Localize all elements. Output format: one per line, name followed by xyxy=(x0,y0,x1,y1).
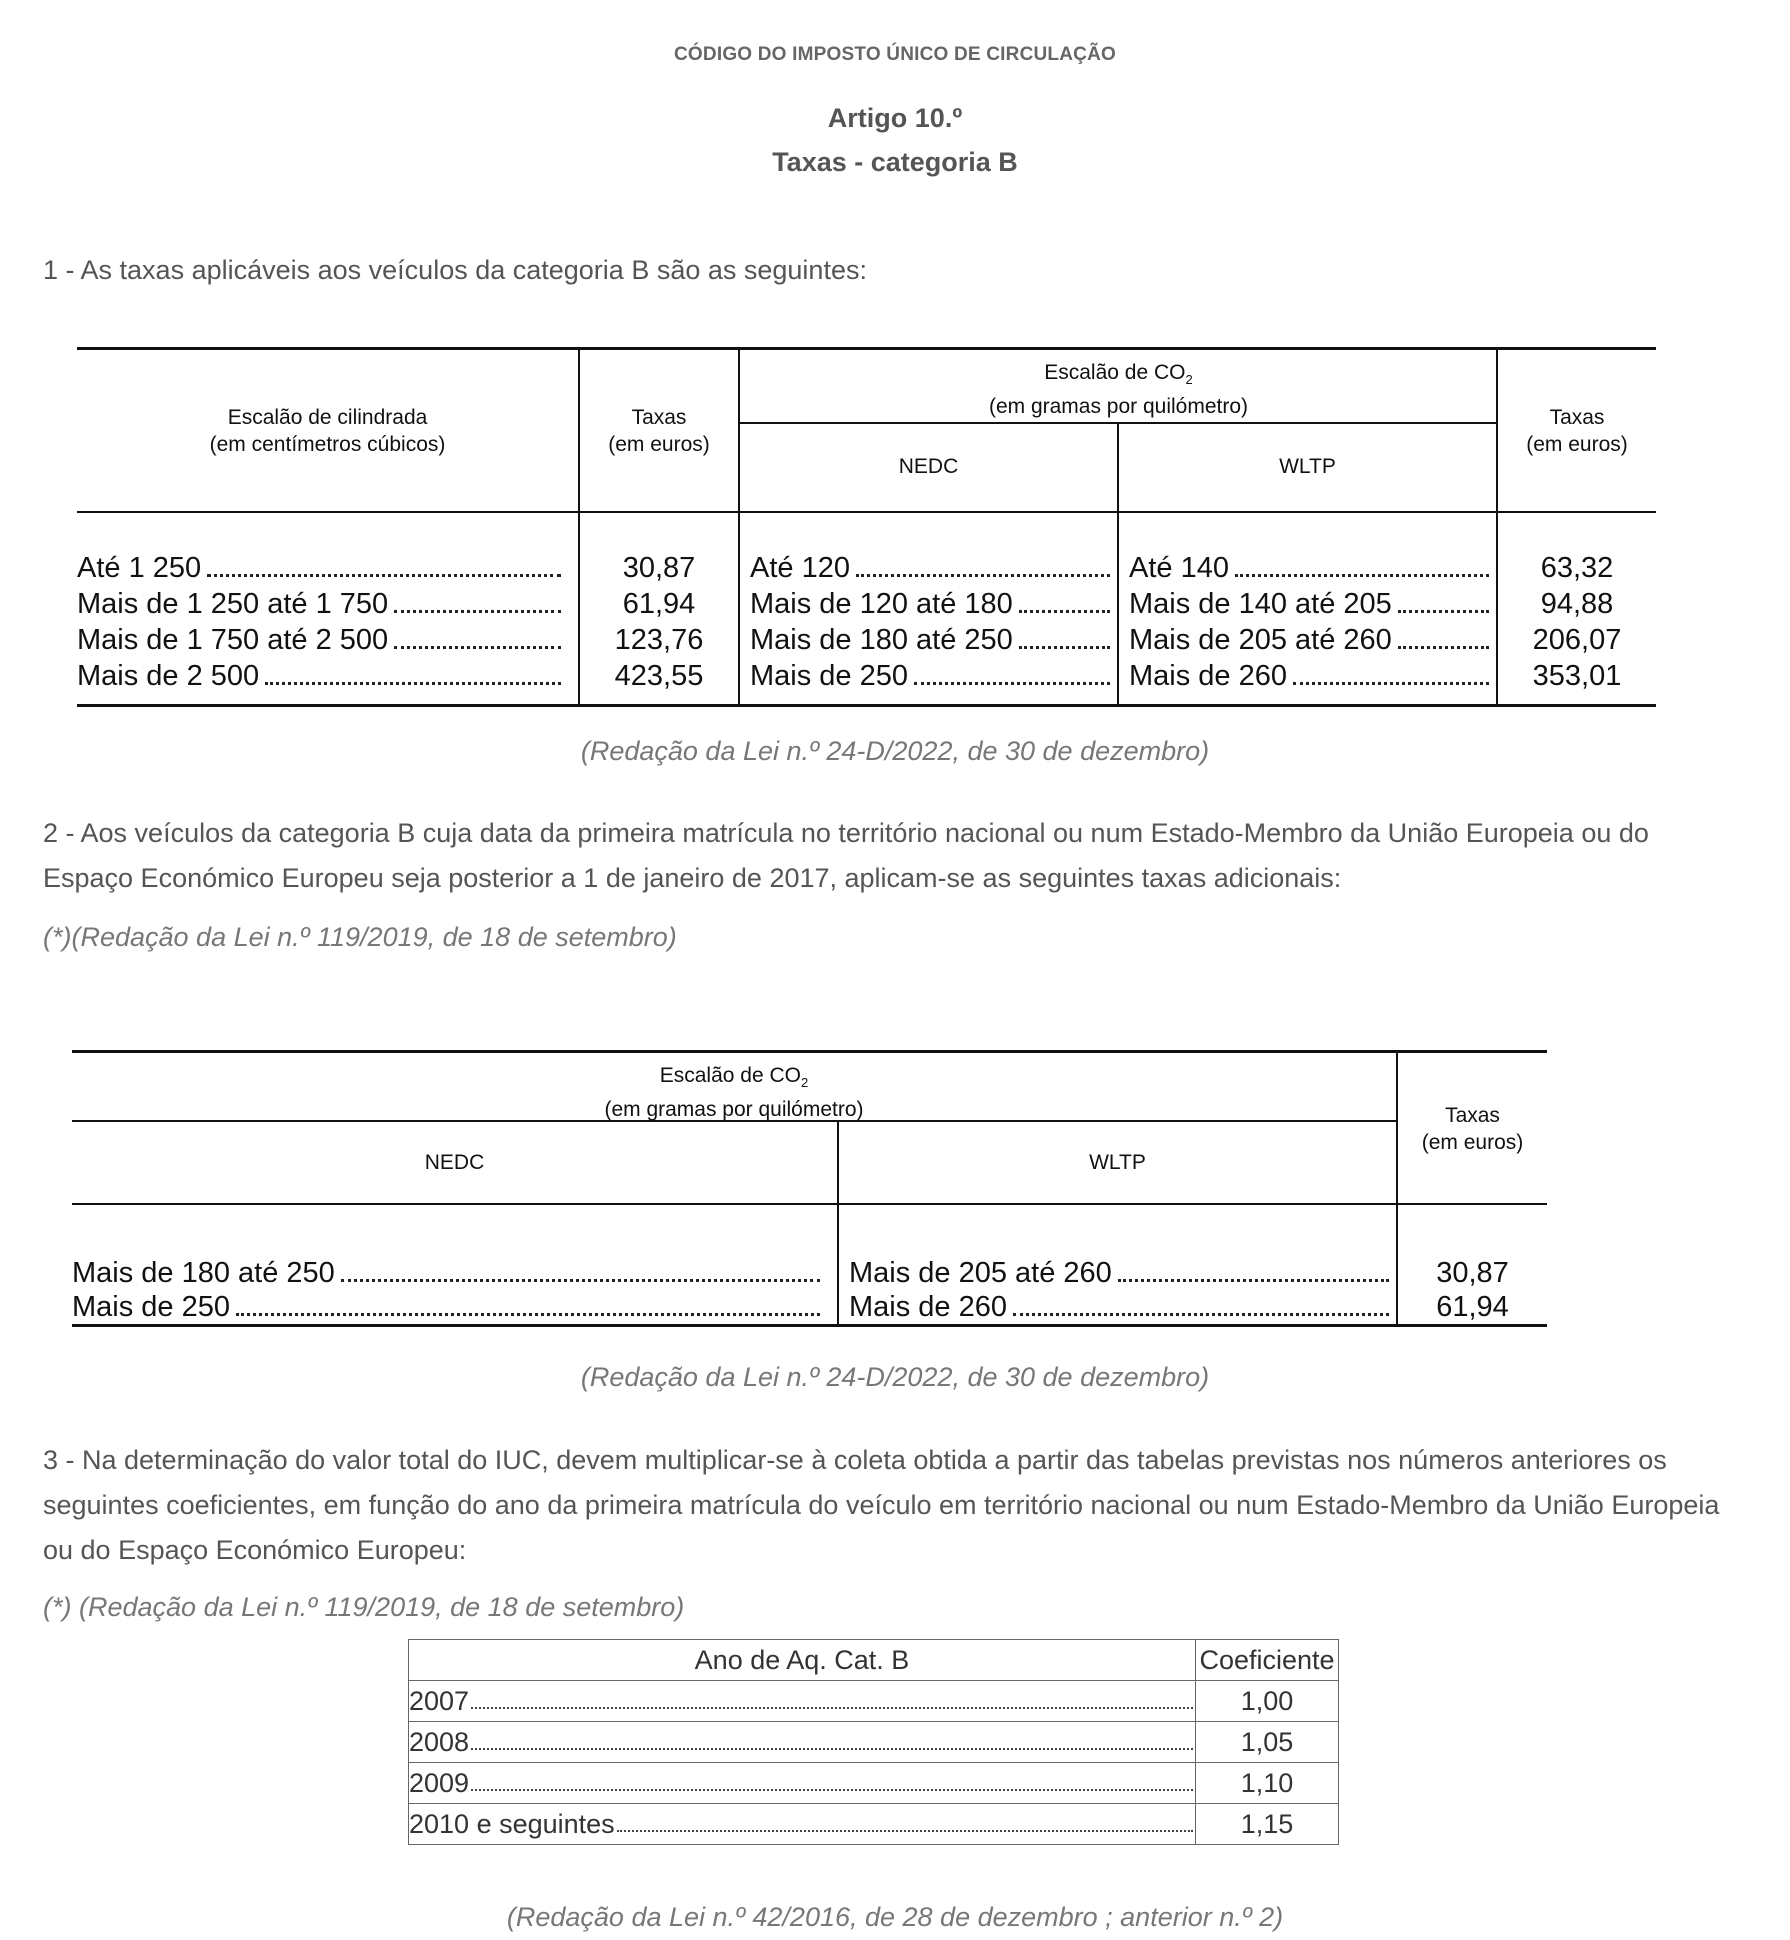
leader-dots xyxy=(1019,610,1110,613)
ano-leader xyxy=(409,1681,1195,1721)
leader-dots xyxy=(1118,1279,1389,1282)
cilindrada-cell xyxy=(77,586,565,622)
taxa-cell: 61,94 xyxy=(622,588,696,620)
cilindrada-cell xyxy=(77,622,565,658)
nedc-cell xyxy=(750,550,1114,586)
paragraph-3: 3 - Na determinação do valor total do IUC, devem multiplicar-se à coleta obtida a partir das tabelas previstas nos números anteriores os seguintes coeficientes, em função do ano da primeira matrícula do veículo em território nacional ou num Estado-Membro da União Europeia ou do Espaço Económico Europeu: xyxy=(43,1445,1720,1565)
leader-dots xyxy=(1293,682,1489,685)
wltp-cell-label: Até 140 xyxy=(1129,552,1229,584)
wltp-cell-label: Mais de 260 xyxy=(1129,660,1287,692)
taxa2-cell: 353,01 xyxy=(1532,660,1622,692)
nedc-cell-label: Mais de 120 até 180 xyxy=(750,588,1013,620)
wltp-cell xyxy=(1129,622,1493,658)
code-title: CÓDIGO DO IMPOSTO ÚNICO DE CIRCULAÇÃO xyxy=(674,44,1116,65)
leader-dots xyxy=(471,1789,1193,1791)
nedc-cell xyxy=(750,586,1114,622)
leader-dots xyxy=(1398,610,1489,613)
table-row xyxy=(409,1804,1339,1845)
leader-dots xyxy=(207,574,561,577)
leader-dots xyxy=(617,1830,1193,1832)
taxa-cell: 30,87 xyxy=(622,552,696,584)
article-title: Taxas - categoria B xyxy=(772,147,1018,177)
leader-dots xyxy=(1013,1313,1389,1316)
ano-cell xyxy=(409,1681,1196,1722)
leader-dots xyxy=(471,1707,1193,1709)
leader-dots xyxy=(1019,646,1110,649)
ano-label: 2008 xyxy=(409,1726,470,1757)
wltp-cell-label: Mais de 140 até 205 xyxy=(1129,588,1392,620)
ano-label: 2007 xyxy=(409,1685,470,1716)
wltp-cell-label: Mais de 260 xyxy=(849,1291,1007,1323)
leader-dots xyxy=(341,1279,820,1282)
header-wltp: WLTP xyxy=(1279,455,1336,478)
wltp-cell xyxy=(1129,550,1493,586)
ano-cell xyxy=(409,1763,1196,1804)
wltp-cell xyxy=(849,1289,1393,1325)
note-1: (Redação da Lei n.º 24-D/2022, de 30 de dezembro) xyxy=(580,736,1210,766)
taxa-cell: 30,87 xyxy=(1436,1257,1509,1289)
leader-dots xyxy=(1235,574,1489,577)
nedc-cell-label: Mais de 250 xyxy=(72,1291,230,1323)
header-nedc: NEDC xyxy=(424,1151,485,1174)
paragraph-1: 1 - As taxas aplicáveis aos veículos da categoria B são as seguintes: xyxy=(43,255,867,285)
header-taxas: Taxas (em euros) xyxy=(608,406,710,456)
table-coefficients xyxy=(408,1639,1339,1845)
nedc-cell xyxy=(72,1255,824,1291)
header-taxas: Taxas (em euros) xyxy=(1421,1104,1524,1154)
leader-dots xyxy=(394,646,561,649)
wltp-cell xyxy=(849,1255,1393,1291)
cilindrada-cell-label: Até 1 250 xyxy=(77,552,202,584)
note-2: (*)(Redação da Lei n.º 119/2019, de 18 de setembro) xyxy=(43,922,677,952)
table-row xyxy=(409,1763,1339,1804)
nedc-cell-label: Mais de 180 até 250 xyxy=(72,1257,335,1289)
header-co2: Escalão de $CO_2$ (em gramas por quilómetro) xyxy=(604,1064,864,1122)
leader-dots xyxy=(1398,646,1489,649)
cilindrada-cell xyxy=(77,550,565,586)
ano-label: 2009 xyxy=(409,1767,470,1798)
cilindrada-cell-label: Mais de 1 250 até 1 750 xyxy=(77,588,389,620)
article-number: Artigo 10.º xyxy=(827,103,963,133)
table-row xyxy=(409,1681,1339,1722)
coef-cell: 1,00 xyxy=(1196,1681,1339,1722)
leader-dots xyxy=(236,1313,820,1316)
nedc-cell xyxy=(750,622,1114,658)
taxa2-cell: 63,32 xyxy=(1540,552,1614,584)
cilindrada-cell-label: Mais de 2 500 xyxy=(77,660,260,692)
header-wltp: WLTP xyxy=(1089,1151,1146,1174)
taxa-cell: 123,76 xyxy=(614,624,704,656)
coef-cell: 1,05 xyxy=(1196,1722,1339,1763)
header-ano: Ano de Aq. Cat. B xyxy=(409,1640,1196,1681)
table-row xyxy=(409,1722,1339,1763)
wltp-cell xyxy=(1129,658,1493,694)
ano-leader xyxy=(409,1804,1195,1844)
ano-leader xyxy=(409,1763,1195,1803)
leader-dots xyxy=(914,682,1110,685)
leader-dots xyxy=(471,1748,1193,1750)
cilindrada-cell xyxy=(77,658,565,694)
wltp-cell-label: Mais de 205 até 260 xyxy=(849,1257,1112,1289)
taxa-cell: 423,55 xyxy=(614,660,704,692)
note-4: (*) (Redação da Lei n.º 119/2019, de 18 de setembro) xyxy=(43,1592,685,1622)
header-co2: Escalão de $CO_2$ (em gramas por quilómetro) xyxy=(988,361,1249,419)
coef-cell: 1,10 xyxy=(1196,1763,1339,1804)
taxa2-cell: 206,07 xyxy=(1532,624,1622,656)
header-cilindrada: Escalão de cilindrada (em centímetros cúbicos) xyxy=(209,406,446,456)
nedc-cell-label: Mais de 250 xyxy=(750,660,908,692)
ano-leader xyxy=(409,1722,1195,1762)
coef-cell: 1,15 xyxy=(1196,1804,1339,1845)
ano-cell xyxy=(409,1804,1196,1845)
note-5: (Redação da Lei n.º 42/2016, de 28 de dezembro ; anterior n.º 2) xyxy=(506,1902,1284,1932)
note-3: (Redação da Lei n.º 24-D/2022, de 30 de dezembro) xyxy=(580,1362,1210,1392)
header-taxas-2: Taxas (em euros) xyxy=(1526,406,1628,456)
nedc-cell-label: Mais de 180 até 250 xyxy=(750,624,1013,656)
header-coeficiente: Coeficiente xyxy=(1196,1640,1339,1681)
leader-dots xyxy=(265,682,561,685)
ano-label: 2010 e seguintes xyxy=(409,1808,615,1839)
ano-cell xyxy=(409,1722,1196,1763)
wltp-cell-label: Mais de 205 até 260 xyxy=(1129,624,1392,656)
paragraph-2: 2 - Aos veículos da categoria B cuja data da primeira matrícula no território nacional ou num Estado-Membro da União Europeia ou do Espaço Económico Europeu seja posterior a 1 de janeiro de 2017, aplicam-se as seguintes taxas adicionais: xyxy=(43,818,1649,893)
nedc-cell xyxy=(750,658,1114,694)
cilindrada-cell-label: Mais de 1 750 até 2 500 xyxy=(77,624,389,656)
nedc-cell-label: Até 120 xyxy=(750,552,850,584)
taxa-cell: 61,94 xyxy=(1436,1291,1509,1323)
nedc-cell xyxy=(72,1289,824,1325)
leader-dots xyxy=(394,610,561,613)
taxa2-cell: 94,88 xyxy=(1540,588,1614,620)
leader-dots xyxy=(856,574,1110,577)
header-nedc: NEDC xyxy=(898,455,959,478)
wltp-cell xyxy=(1129,586,1493,622)
